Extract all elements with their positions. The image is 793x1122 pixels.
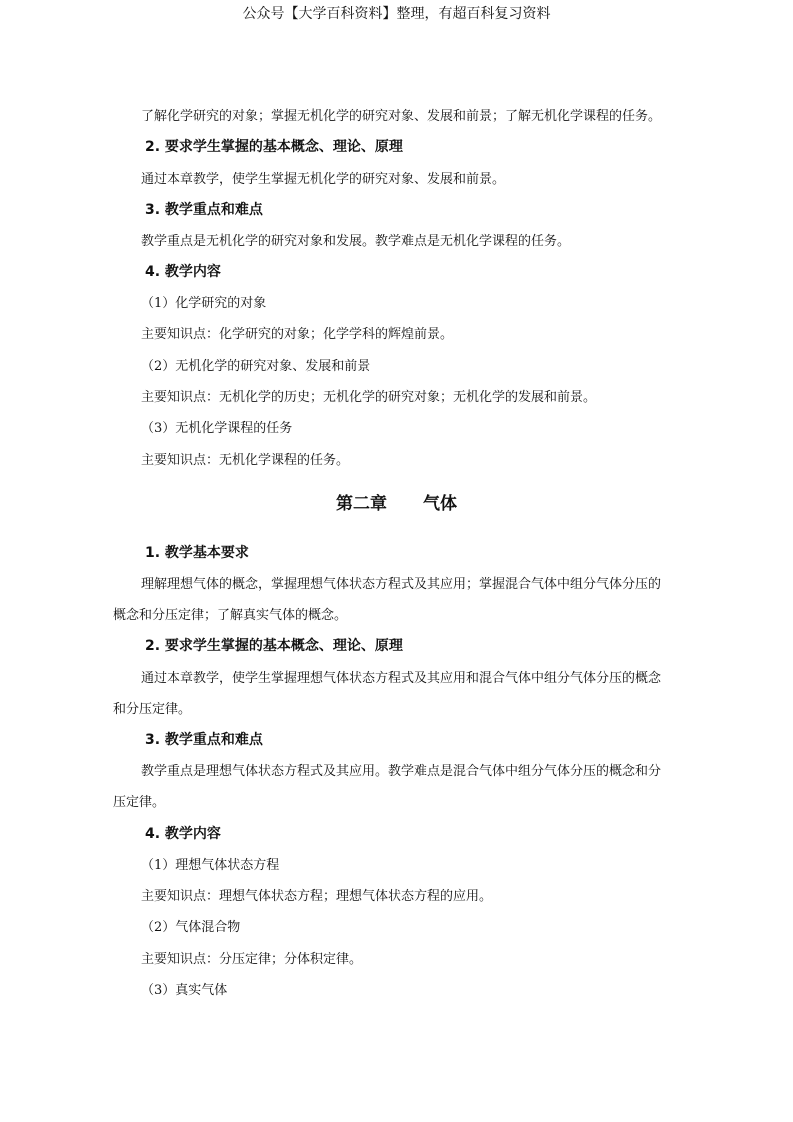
chapter2-item1-points: 主要知识点：理想气体状态方程；理想气体状态方程的应用。 (141, 889, 493, 904)
chapter2-item2-title: （2）气体混合物 (141, 920, 241, 935)
chapter2-heading-requirements: 1. 教学基本要求 (145, 545, 249, 561)
chapter1-item1-points: 主要知识点：化学研究的对象；化学学科的辉煌前景。 (141, 327, 454, 342)
chapter2-requirements-line2: 概念和分压定律；了解真实气体的概念。 (113, 608, 348, 623)
page-header: 公众号【大学百科资料】整理，有超百科复习资料 (242, 6, 551, 22)
chapter1-concepts-text: 通过本章教学，使学生掌握无机化学的研究对象、发展和前景。 (141, 172, 506, 187)
chapter1-item3-points: 主要知识点：无机化学课程的任务。 (141, 453, 350, 468)
chapter2-focus-line2: 压定律。 (113, 795, 166, 810)
chapter2-title-number: 第二章 (336, 494, 387, 514)
chapter1-focus-text: 教学重点是无机化学的研究对象和发展。教学难点是无机化学课程的任务。 (141, 234, 571, 249)
chapter2-heading-concepts: 2. 要求学生掌握的基本概念、理论、原理 (145, 638, 403, 654)
chapter2-concepts-line2: 和分压定律。 (113, 702, 192, 717)
chapter1-item1-title: （1）化学研究的对象 (141, 296, 267, 311)
chapter2-concepts-line1: 通过本章教学，使学生掌握理想气体状态方程式及其应用和混合气体中组分气体分压的概念 (141, 671, 662, 686)
chapter2-focus-line1: 教学重点是理想气体状态方程式及其应用。教学难点是混合气体中组分气体分压的概念和分 (141, 764, 662, 779)
chapter1-item3-title: （3）无机化学课程的任务 (141, 421, 293, 436)
chapter2-item1-title: （1）理想气体状态方程 (141, 858, 280, 873)
chapter1-item2-points: 主要知识点：无机化学的历史；无机化学的研究对象；无机化学的发展和前景。 (141, 390, 597, 405)
chapter1-heading-focus: 3. 教学重点和难点 (145, 202, 263, 218)
chapter2-item2-points: 主要知识点：分压定律；分体积定律。 (141, 952, 363, 967)
chapter2-item3-title: （3）真实气体 (141, 983, 228, 998)
chapter1-heading-concepts: 2. 要求学生掌握的基本概念、理论、原理 (145, 139, 403, 155)
chapter1-item2-title: （2）无机化学的研究对象、发展和前景 (141, 359, 371, 374)
chapter2-heading-content: 4. 教学内容 (145, 826, 221, 842)
chapter2-requirements-line1: 理解理想气体的概念，掌握理想气体状态方程式及其应用；掌握混合气体中组分气体分压的 (141, 577, 662, 592)
chapter2-title (0, 494, 793, 514)
chapter2-heading-focus: 3. 教学重点和难点 (145, 732, 263, 748)
chapter2-title-name: 气体 (423, 494, 457, 514)
chapter1-intro-tail: 了解化学研究的对象；掌握无机化学的研究对象、发展和前景；了解无机化学课程的任务。 (141, 109, 662, 124)
chapter1-heading-content: 4. 教学内容 (145, 264, 221, 280)
